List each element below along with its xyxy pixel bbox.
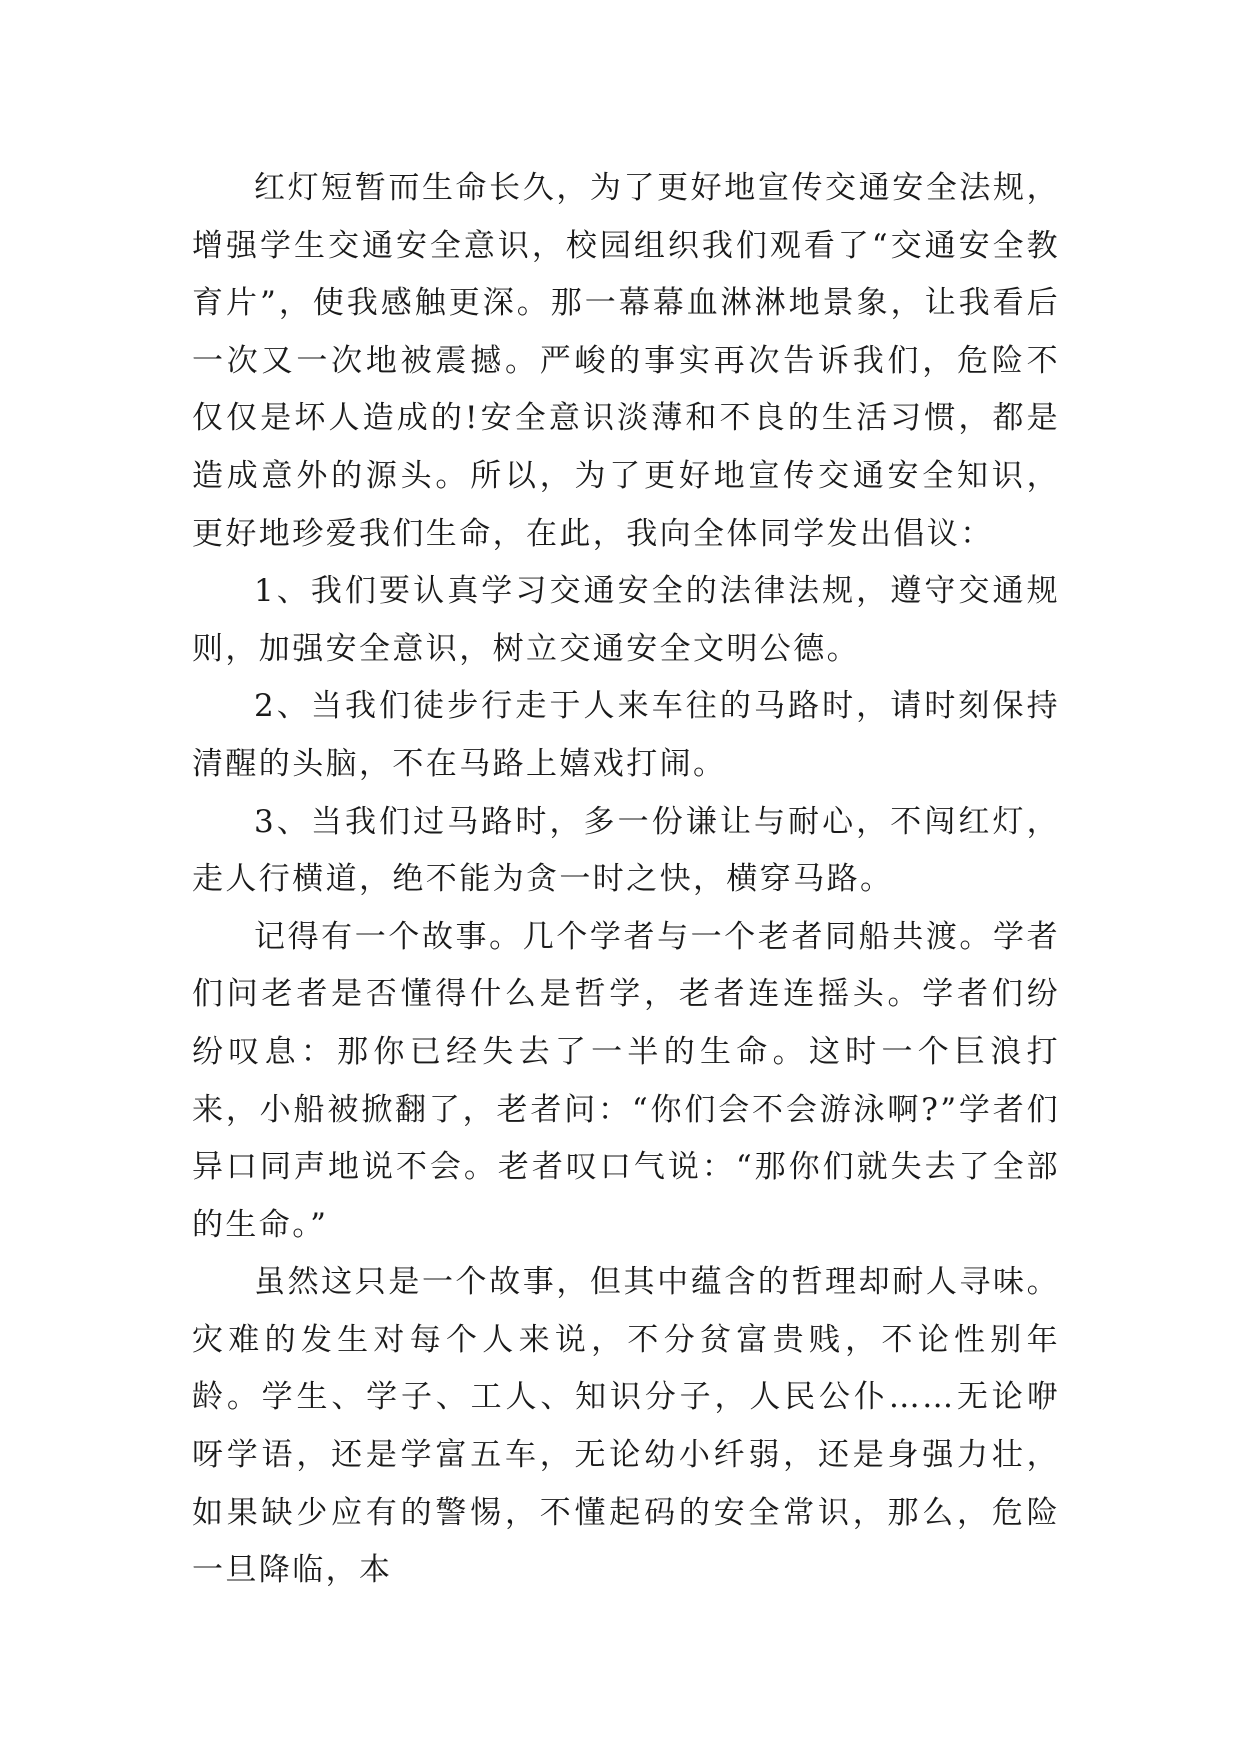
paragraph-intro: 红灯短暂而生命长久，为了更好地宣传交通安全法规，增强学生交通安全意识，校园组织我们观看了“交通安全教育片”，使我感触更深。那一幕幕血淋淋地景象，让我看后一次又一次地被震撼。严峻的事实再次告诉我们，危险不仅仅是坏人造成的!安全意识淡薄和不良的生活习惯，都是造成意外的源头。所以，为了更好地宣传交通安全知识，更好地珍爱我们生命，在此，我向全体同学发出倡议： xyxy=(192,170,1060,552)
document-body xyxy=(192,160,1060,1600)
paragraph-proposal-1: 1、我们要认真学习交通安全的法律法规，遵守交通规则，加强安全意识，树立交通安全文明公德。 xyxy=(192,573,1060,667)
paragraph-reflection: 虽然这只是一个故事，但其中蕴含的哲理却耐人寻味。灾难的发生对每个人来说，不分贫富贵贱，不论性别年龄。学生、学子、工人、知识分子，人民公仆……无论咿呀学语，还是学富五车，无论幼小纤弱，还是身强力壮，如果缺少应有的警惕，不懂起码的安全常识，那么，危险一旦降临，本 xyxy=(192,1264,1060,1589)
paragraph-proposal-2: 2、当我们徒步行走于人来车往的马路时，请时刻保持清醒的头脑，不在马路上嬉戏打闹。 xyxy=(192,688,1060,782)
paragraph-story: 记得有一个故事。几个学者与一个老者同船共渡。学者们问老者是否懂得什么是哲学，老者连连摇头。学者们纷纷叹息：那你已经失去了一半的生命。这时一个巨浪打来，小船被掀翻了，老者问：“你们会不会游泳啊?”学者们异口同声地说不会。老者叹口气说：“那你们就失去了全部的生命。” xyxy=(192,918,1060,1243)
paragraph-proposal-3: 3、当我们过马路时，多一份谦让与耐心，不闯红灯，走人行横道，绝不能为贪一时之快，横穿马路。 xyxy=(192,803,1060,898)
